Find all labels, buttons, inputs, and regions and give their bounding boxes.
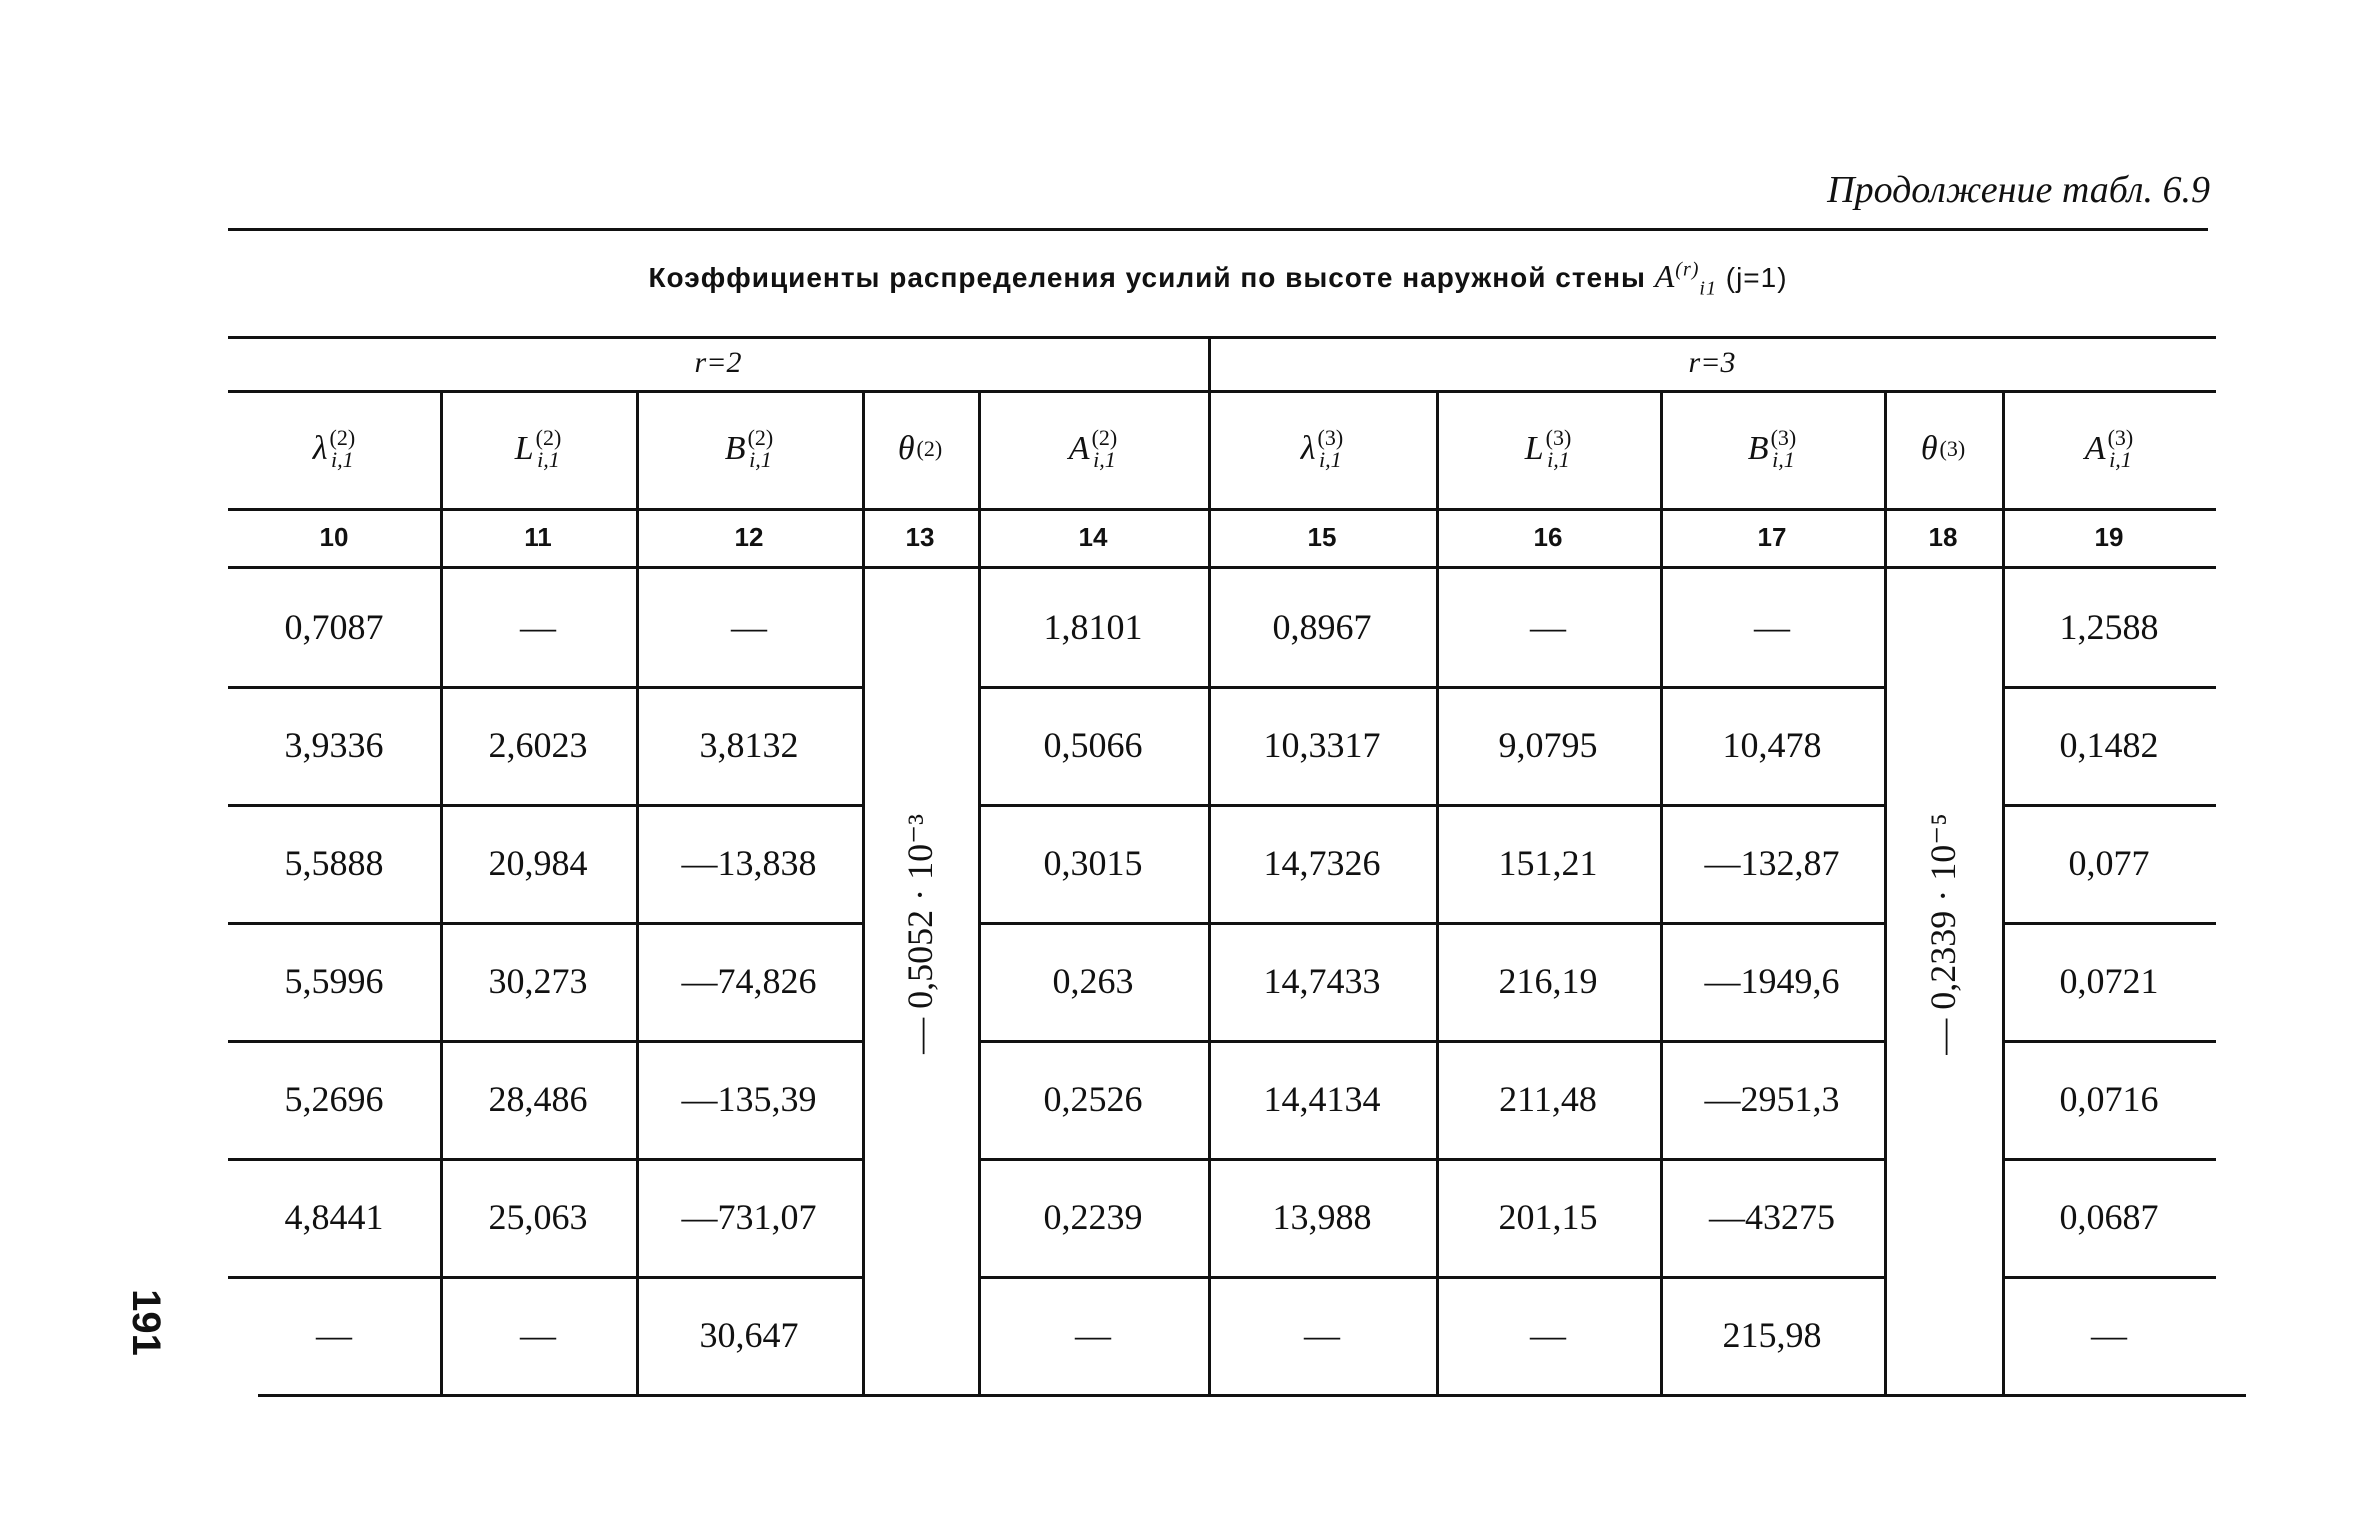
column-superscript: (2)	[916, 436, 943, 461]
column-number: 11	[524, 522, 552, 552]
column-number: 15	[1307, 522, 1337, 552]
column-symbol: A	[1068, 430, 1090, 467]
table-cell: —74,826	[681, 961, 817, 1001]
table-cell: 5,5888	[284, 843, 384, 883]
column-superscript: (2)	[329, 425, 356, 450]
table-cell: 201,15	[1498, 1197, 1598, 1237]
table-cell: 2,6023	[488, 725, 588, 765]
column-header-14	[978, 390, 1208, 508]
column-symbol: L	[1524, 430, 1544, 467]
table-cell: —2951,3	[1704, 1079, 1840, 1119]
column-symbol: λ	[312, 430, 328, 467]
table-cell: 14,7433	[1263, 961, 1381, 1001]
table-cell: 0,7087	[284, 607, 384, 647]
table-cell: —135,39	[681, 1079, 817, 1119]
column-superscript: (3)	[1770, 425, 1797, 450]
theta-value-r2: — 0,5052 · 10⁻³	[900, 813, 940, 1054]
table-cell: 25,063	[488, 1197, 588, 1237]
column-symbol: L	[514, 430, 534, 467]
table-cell: 13,988	[1272, 1197, 1372, 1237]
column-header-12	[636, 390, 862, 508]
table-cell: 20,984	[488, 843, 588, 883]
column-superscript: (2)	[1091, 425, 1118, 450]
table-cell: 216,19	[1498, 961, 1598, 1001]
column-header-13	[862, 390, 978, 508]
rule-table-bottom	[258, 1394, 2246, 1397]
column-subscript: i,1	[537, 447, 560, 472]
table-cell: —	[1304, 1315, 1340, 1355]
column-number: 17	[1757, 522, 1787, 552]
table-cell: —	[520, 1315, 556, 1355]
column-header-10	[228, 390, 440, 508]
column-header-19	[2002, 390, 2216, 508]
table-cell: —731,07	[681, 1197, 817, 1237]
column-number: 14	[1078, 522, 1108, 552]
table-cell: —	[1530, 607, 1566, 647]
column-number: 10	[319, 522, 349, 552]
table-cell: 3,9336	[284, 725, 384, 765]
continuation-title: Продолжение табл. 6.9	[1827, 169, 2210, 211]
table-cell: 10,3317	[1263, 725, 1381, 765]
column-subscript: i,1	[1547, 447, 1570, 472]
column-header-11	[440, 390, 636, 508]
column-superscript: (3)	[1939, 436, 1966, 461]
table-cell: 10,478	[1722, 725, 1822, 765]
column-number: 12	[734, 522, 764, 552]
table-cell: 30,647	[699, 1315, 799, 1355]
table-cell: 5,5996	[284, 961, 384, 1001]
table-cell: 1,8101	[1043, 607, 1143, 647]
table-cell: 0,8967	[1272, 607, 1372, 647]
table-cell: —	[520, 607, 556, 647]
column-subscript: i,1	[749, 447, 772, 472]
table-cell: 0,5066	[1043, 725, 1143, 765]
table-cell: 0,263	[1052, 961, 1134, 1001]
column-subscript: i,1	[1093, 447, 1116, 472]
column-subscript: i,1	[1772, 447, 1795, 472]
table-cell: 14,4134	[1263, 1079, 1381, 1119]
table-cell: 14,7326	[1263, 843, 1381, 883]
table-cell: 0,077	[2068, 843, 2150, 883]
group-label-r3: r=3	[1688, 346, 1736, 379]
table-cell: —	[731, 607, 767, 647]
table-cell: 151,21	[1498, 843, 1598, 883]
table-cell: 215,98	[1722, 1315, 1822, 1355]
column-header-18	[1884, 390, 2002, 508]
caption-symbol: $A^{(r)}_{i1}$	[1654, 258, 1717, 300]
column-subscript: i,1	[331, 447, 354, 472]
table-cell: 0,0687	[2059, 1197, 2159, 1237]
theta-value-r3: — 0,2339 · 10⁻⁵	[1923, 813, 1963, 1055]
column-symbol: B	[1747, 430, 1769, 467]
column-superscript: (3)	[2107, 425, 2134, 450]
column-number: 18	[1928, 522, 1958, 552]
column-superscript: (2)	[535, 425, 562, 450]
column-header-16	[1436, 390, 1660, 508]
table-cell: 0,2239	[1043, 1197, 1143, 1237]
group-label-r2: r=2	[694, 346, 742, 379]
column-header-17	[1660, 390, 1884, 508]
column-symbol: λ	[1300, 430, 1316, 467]
column-header-15	[1208, 390, 1436, 508]
table-cell: —	[2091, 1315, 2127, 1355]
table-caption	[228, 258, 2208, 300]
column-symbol: θ	[1920, 430, 1938, 467]
table-cell: 28,486	[488, 1079, 588, 1119]
column-superscript: (3)	[1317, 425, 1344, 450]
table-cell: 30,273	[488, 961, 588, 1001]
page-number: 191	[123, 1289, 168, 1356]
table-cell: 1,2588	[2059, 607, 2159, 647]
table-cell: —	[1075, 1315, 1111, 1355]
table-cell: —	[316, 1315, 352, 1355]
table-cell: 0,2526	[1043, 1079, 1143, 1119]
caption-condition: (j=1)	[1725, 262, 1788, 293]
column-number: 19	[2094, 522, 2124, 552]
table-cell: —	[1754, 607, 1790, 647]
column-subscript: i,1	[1319, 447, 1342, 472]
table-cell: —13,838	[681, 843, 817, 883]
column-subscript: i,1	[2109, 447, 2132, 472]
table-cell: 0,3015	[1043, 843, 1143, 883]
table-cell: —1949,6	[1704, 961, 1840, 1001]
table-cell: 211,48	[1499, 1079, 1597, 1119]
table-cell: 0,0716	[2059, 1079, 2159, 1119]
table-cell: 0,1482	[2059, 725, 2159, 765]
column-superscript: (2)	[747, 425, 774, 450]
table-cell: 3,8132	[699, 725, 799, 765]
table-cell: 4,8441	[284, 1197, 384, 1237]
rule-top	[228, 228, 2208, 231]
table-cell: —	[1530, 1315, 1566, 1355]
table-cell: —132,87	[1704, 843, 1840, 883]
table-cell: 5,2696	[284, 1079, 384, 1119]
column-symbol: θ	[897, 430, 915, 467]
column-number: 13	[905, 522, 935, 552]
table-cell: —43275	[1709, 1197, 1835, 1237]
column-superscript: (3)	[1545, 425, 1572, 450]
caption-text: Коэффициенты распределения усилий по высоте наружной стены	[648, 262, 1646, 293]
table-cell: 0,0721	[2059, 961, 2159, 1001]
column-symbol: B	[724, 430, 746, 467]
column-symbol: A	[2084, 430, 2106, 467]
column-number: 16	[1533, 522, 1563, 552]
table-cell: 9,0795	[1498, 725, 1598, 765]
